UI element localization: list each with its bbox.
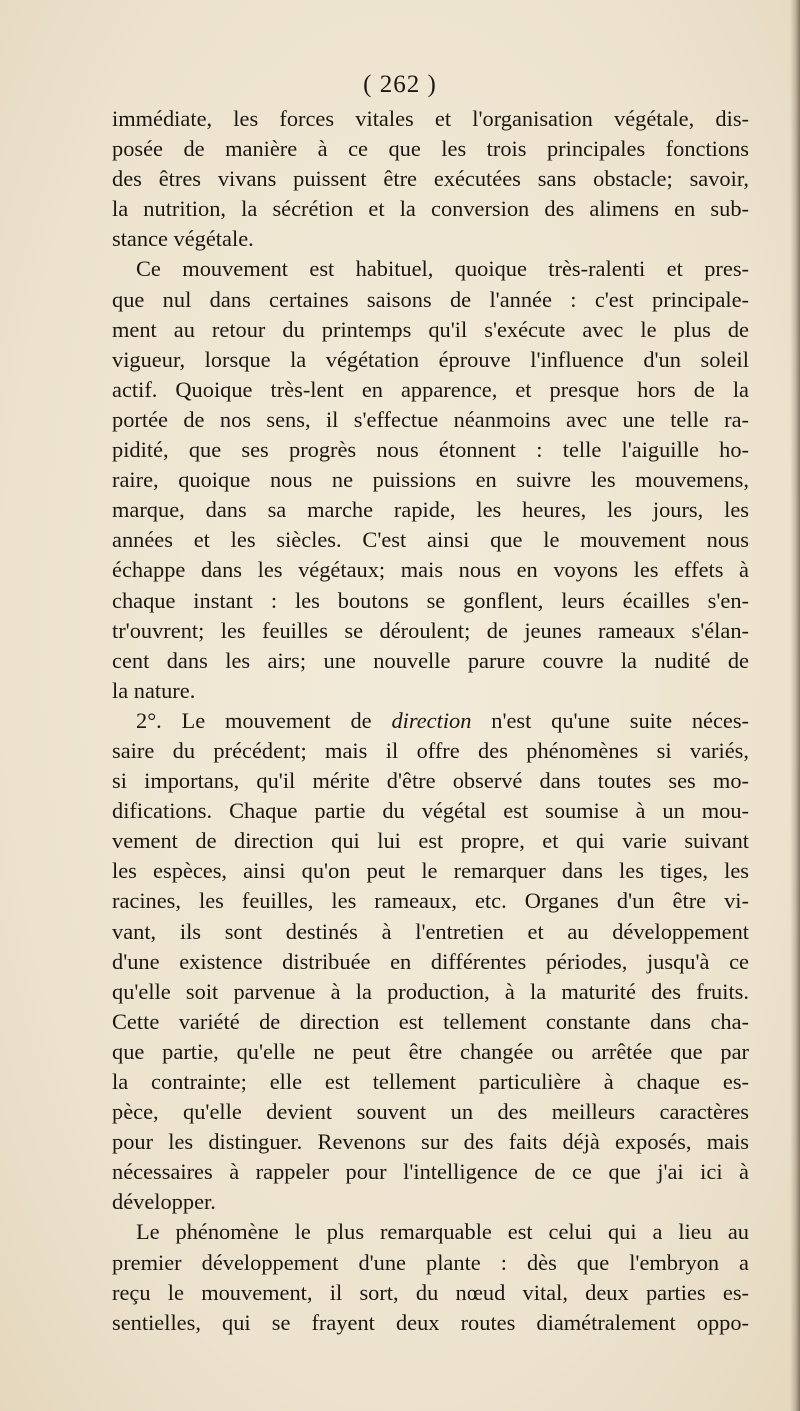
text-line: ment au retour du printemps qu'il s'exécute avec le plus de <box>112 316 749 342</box>
text-line: actif. Quoique très-lent en apparence, et presque hors de la <box>112 376 749 402</box>
text-line: Le phénomène le plus remarquable est celui qui a lieu au <box>136 1219 749 1245</box>
text-line: marque, dans sa marche rapide, les heures, les jours, les <box>112 497 749 523</box>
text-line: vement de direction qui lui est propre, et qui varie suivant <box>112 828 749 854</box>
text-line: nécessaires à rappeler pour l'intelligence de ce que j'ai ici à <box>112 1159 749 1185</box>
body-text <box>112 104 749 1338</box>
text-line: stance végétale. <box>112 226 254 252</box>
text-line: qu'elle soit parvenue à la production, à la maturité des fruits. <box>112 978 749 1004</box>
text-line: que partie, qu'elle ne peut être changée ou arrêtée que par <box>112 1038 749 1064</box>
text-line: immédiate, les forces vitales et l'organisation végétale, dis- <box>112 106 749 131</box>
text-line: développer. <box>112 1189 216 1215</box>
page-number-header: ( 262 ) <box>363 71 437 98</box>
text-line: vant, ils sont destinés à l'entretien et au développement <box>112 918 749 944</box>
text-line: la nature. <box>112 677 196 703</box>
text-line: premier développement d'une plante : dès que l'embryon a <box>112 1249 749 1275</box>
text-line: des êtres vivans puissent être exécutées sans obstacle; savoir, <box>112 166 749 192</box>
text-line: les espèces, ainsi qu'on peut le remarquer dans les tiges, les <box>112 858 749 884</box>
text-line: vigueur, lorsque la végétation éprouve l'influence d'un soleil <box>112 346 749 372</box>
text-line: Ce mouvement est habituel, quoique très-ralenti et pres- <box>136 256 749 282</box>
text-line: posée de manière à ce que les trois principales fonctions <box>112 136 749 162</box>
text-line: reçu le mouvement, il sort, du nœud vital, deux parties es- <box>112 1279 749 1305</box>
text-line: échappe dans les végétaux; mais nous en voyons les effets à <box>112 557 749 583</box>
page-edge-shadow <box>790 0 800 1411</box>
text-segment: 2°. Le mouvement de <box>136 707 372 733</box>
italic-term: direction <box>391 707 472 733</box>
text-line: pour les distinguer. Revenons sur des faits déjà exposés, mais <box>112 1129 749 1155</box>
text-line <box>112 706 749 736</box>
text-line: pèce, qu'elle devient souvent un des meilleurs caractères <box>112 1099 749 1125</box>
text-line: sentielles, qui se frayent deux routes diamétralement oppo- <box>112 1309 749 1335</box>
text-line: Cette variété de direction est tellement constante dans cha- <box>112 1008 749 1034</box>
text-line: pidité, que ses progrès nous étonnent : telle l'aiguille ho- <box>112 437 749 463</box>
text-line: raire, quoique nous ne puissions en suivre les mouvemens, <box>112 467 749 493</box>
text-line: saire du précédent; mais il offre des phénomènes si variés, <box>112 737 749 763</box>
text-line: portée de nos sens, il s'effectue néanmoins avec une telle ra- <box>112 406 749 432</box>
text-line: cent dans les airs; une nouvelle parure couvre la nudité de <box>112 647 749 673</box>
text-line: chaque instant : les boutons se gonflent, leurs écailles s'en- <box>112 587 749 613</box>
text-line: si importans, qu'il mérite d'être observé dans toutes ses mo- <box>112 768 749 794</box>
text-line: d'une existence distribuée en différentes périodes, jusqu'à ce <box>112 948 749 974</box>
text-line: difications. Chaque partie du végétal est soumise à un mou- <box>112 798 749 824</box>
text-line: tr'ouvrent; les feuilles se déroulent; de jeunes rameaux s'élan- <box>112 617 749 643</box>
text-line: que nul dans certaines saisons de l'année : c'est principale- <box>112 286 749 312</box>
text-line: la contrainte; elle est tellement particulière à chaque es- <box>112 1069 749 1094</box>
text-segment: n'est qu'une suite néces- <box>491 707 749 733</box>
text-line: années et les siècles. C'est ainsi que le mouvement nous <box>112 527 749 553</box>
text-line: racines, les feuilles, les rameaux, etc. Organes d'un être vi- <box>112 888 749 914</box>
text-line: la nutrition, la sécrétion et la conversion des alimens en sub- <box>112 196 749 222</box>
